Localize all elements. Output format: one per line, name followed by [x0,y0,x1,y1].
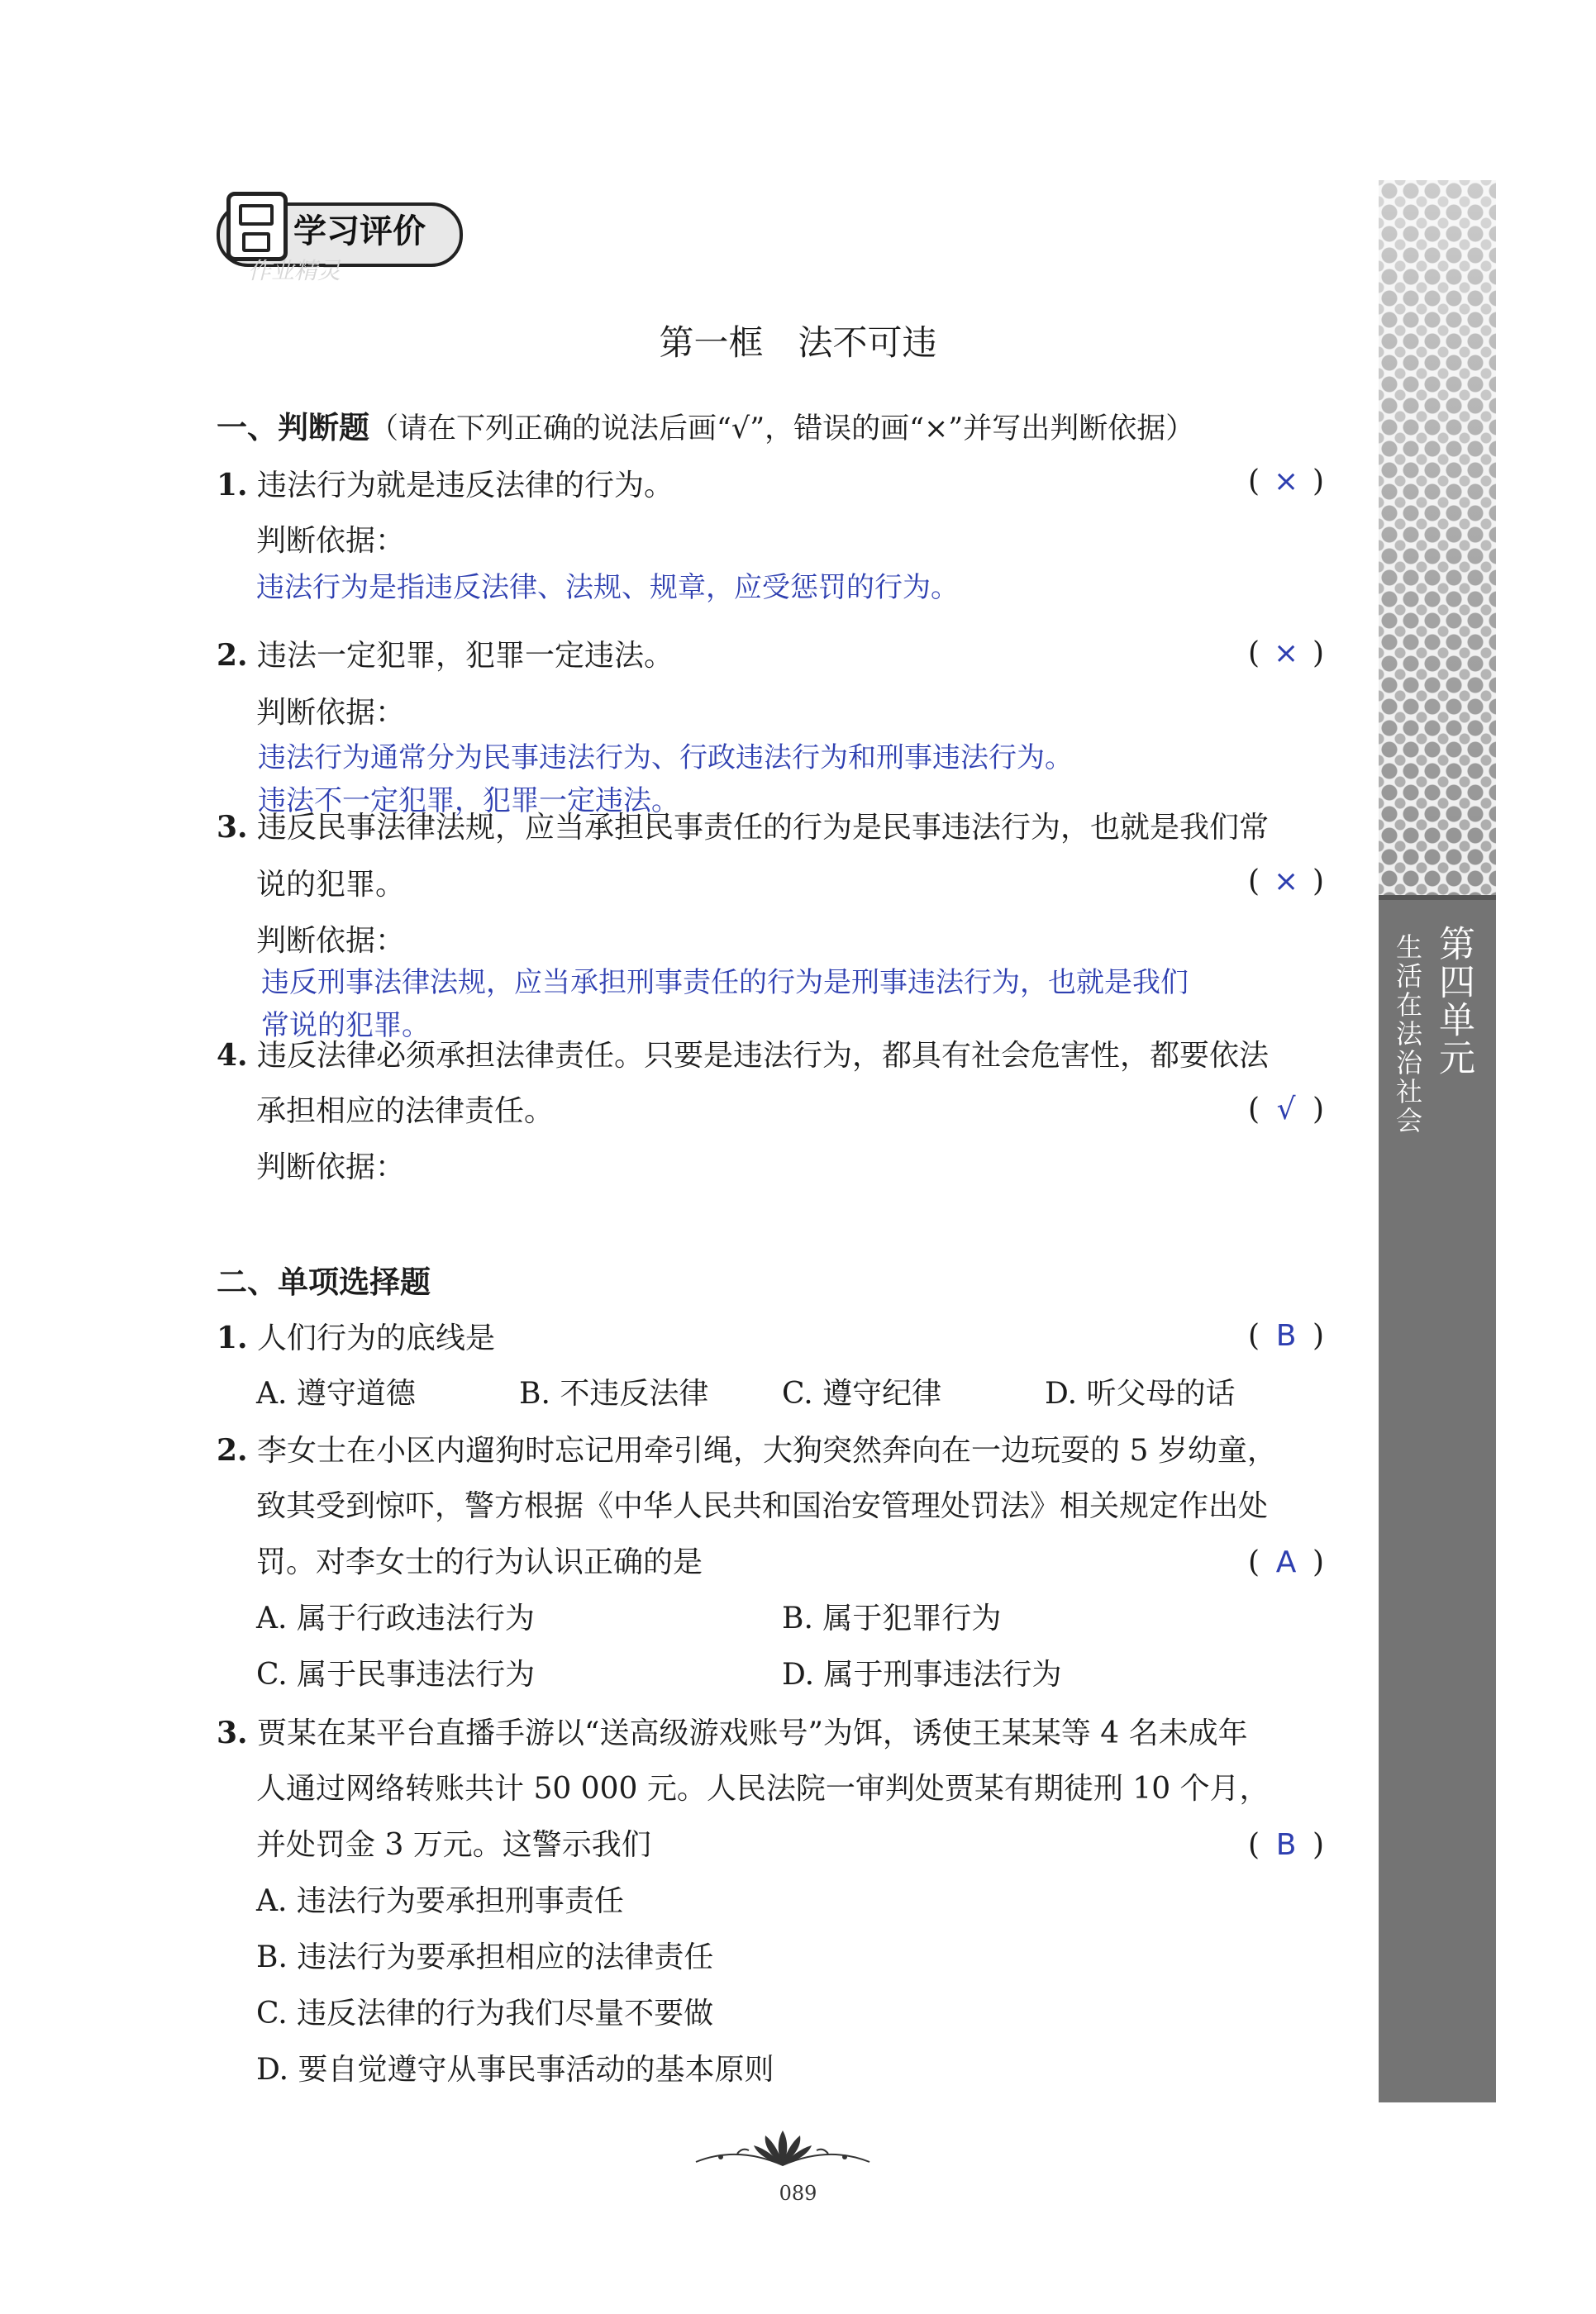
choice-q3-answer-box: ( B ) [1248,1826,1324,1864]
judge-q3-line-1 [217,808,1269,847]
judge-q3-text-2: 说的犯罪。 [256,868,406,902]
judge-q4-answer: √ [1276,1093,1296,1126]
choice-q3-text-3: 并处罚金 3 万元。这警示我们 [256,1828,651,1862]
page-number: 089 [779,2182,817,2205]
judge-q1 [217,466,674,505]
judge-q4-text-1: 违反法律必须承担法律责任。只要是违法行为，都具有社会危害性，都要依法 [257,1039,1270,1073]
judge-q3-basis-label: 判断依据： [256,924,406,958]
choice-q1-option-b: B. 不违反法律 [519,1377,709,1411]
judge-q2-answer: × [1273,636,1299,670]
choice-q2-answer-box: ( A ) [1248,1544,1324,1582]
judge-q2-handwritten-1: 违法行为通常分为民事违法行为、行政违法行为和刑事违法行为。 [258,741,1073,774]
section-1-instruction: （请在下列正确的说法后画“√”，错误的画“×”并写出判断依据） [369,412,1195,445]
side-pattern-fade [1379,180,1496,895]
judge-q2-text: 违法一定犯罪，犯罪一定违法。 [257,639,674,673]
judge-q2-handwritten-2: 违法不一定犯罪，犯罪一定违法。 [258,784,679,817]
judge-q4-number: 4. [217,1038,248,1073]
judge-q1-handwritten: 违法行为是指违反法律、法规、规章，应受惩罚的行为。 [256,571,959,604]
judge-q4-answer-box: ( √ ) [1248,1091,1324,1129]
choice-q3-line-1 [217,1714,1248,1753]
choice-q2-option-d: D. 属于刑事违法行为 [782,1658,1062,1692]
choice-q3-number: 3. [217,1716,248,1750]
choice-q3-option-b: B. 违法行为要承担相应的法律责任 [256,1940,714,1974]
unit-label: 第四单元 [1432,925,1475,1077]
choice-q2-text-3: 罚。对李女士的行为认识正确的是 [256,1545,703,1579]
section-1-title: 一、判断题 [217,410,369,445]
choice-q2-option-c: C. 属于民事违法行为 [256,1658,536,1692]
choice-q3-option-a: A. 违法行为要承担刑事责任 [256,1884,624,1918]
choice-q1-answer: B [1275,1319,1297,1353]
section-1-heading [217,408,1194,449]
choice-q2-option-b: B. 属于犯罪行为 [782,1602,1002,1636]
footer-ornament-icon [688,2129,878,2177]
judge-q3-number: 3. [217,810,248,845]
judge-q4-basis-label: 判断依据： [256,1150,406,1184]
judge-q2-answer-box: ( × ) [1248,635,1324,673]
choice-q1-text: 人们行为的底线是 [257,1321,496,1355]
choice-q3-answer: B [1275,1828,1297,1862]
judge-q4-line-1 [217,1036,1269,1075]
section-2-title: 二、单项选择题 [217,1264,431,1300]
judge-q3-answer: × [1273,864,1299,898]
unit-topic: 生活在法治社会 [1392,933,1423,1136]
choice-q3-option-d: D. 要自觉遵守从事民事活动的基本原则 [256,2053,774,2087]
judge-q2 [217,636,674,675]
judge-q2-basis-label: 判断依据： [256,696,406,730]
judge-q1-answer: × [1273,464,1299,498]
logo-title: 学习评价 [293,212,426,250]
judge-q1-number: 1. [217,468,248,502]
choice-q1 [217,1319,495,1358]
choice-q2-option-a: A. 属于行政违法行为 [256,1602,535,1636]
judge-q1-text: 违法行为就是违反法律的行为。 [257,469,674,502]
choice-q1-option-a: A. 遵守道德 [256,1377,416,1411]
judge-q3-text-1: 违反民事法律法规，应当承担民事责任的行为是民事违法行为，也就是我们常 [257,811,1270,845]
judge-q4-text-2: 承担相应的法律责任。 [256,1094,555,1128]
choice-q2-text-2: 致其受到惊吓，警方根据《中华人民共和国治安管理处罚法》相关规定作出处 [256,1489,1269,1523]
choice-q2-answer: A [1275,1545,1297,1579]
judge-q3-answer-box: ( × ) [1248,863,1324,901]
choice-q2-number: 2. [217,1433,248,1468]
choice-q1-answer-box: ( B ) [1248,1317,1324,1355]
choice-q1-number: 1. [217,1321,248,1355]
choice-q1-option-c: C. 遵守纪律 [782,1377,942,1411]
logo-watermark: 作业精灵 [248,257,341,284]
judge-q2-number: 2. [217,638,248,673]
choice-q1-option-d: D. 听父母的话 [1045,1377,1236,1411]
choice-q3-text-2: 人通过网络转账共计 50 000 元。人民法院一审判处贾某有期徒刑 10 个月， [256,1772,1270,1806]
choice-q3-option-c: C. 违反法律的行为我们尽量不要做 [256,1997,714,2031]
judge-q3-handwritten-2: 常说的犯罪。 [261,1009,430,1042]
judge-q1-basis-label: 判断依据： [256,524,406,558]
floppy-disk-icon [226,192,288,261]
unit-side-tab [1379,895,1496,2102]
choice-q2-line-1 [217,1431,1277,1470]
judge-q3-handwritten-1: 违反刑事法律法规，应当承担刑事责任的行为是刑事违法行为，也就是我们 [261,966,1189,999]
judge-q1-answer-box: ( × ) [1248,463,1324,501]
choice-q3-text-1: 贾某在某平台直播手游以“送高级游戏账号”为饵，诱使王某某等 4 名未成年 [257,1716,1248,1750]
page-title: 第一框 法不可违 [659,322,937,363]
choice-q2-text-1: 李女士在小区内遛狗时忘记用牵引绳，大狗突然奔向在一边玩耍的 5 岁幼童， [257,1434,1277,1468]
